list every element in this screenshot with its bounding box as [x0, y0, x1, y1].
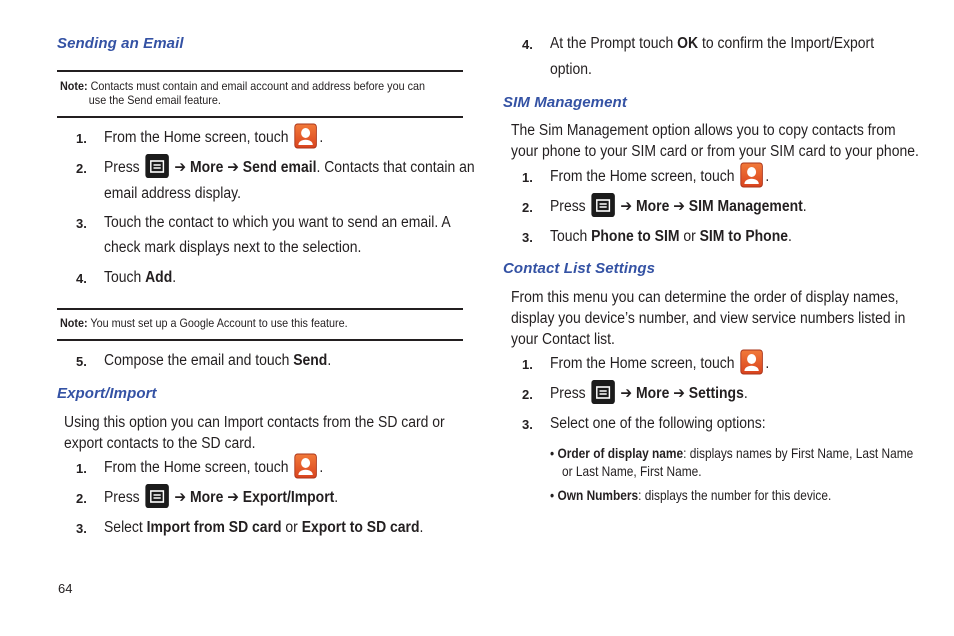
arrow-icon: ➔ — [227, 159, 239, 176]
note-divider-top — [57, 70, 463, 72]
note-google-account — [60, 316, 348, 330]
step-label: or — [679, 228, 700, 245]
step-number: 3. — [76, 521, 87, 536]
step-label: Touch — [550, 228, 592, 245]
step-number: 3. — [76, 216, 87, 231]
step-text — [550, 351, 769, 377]
step-text — [104, 455, 323, 481]
step-number: 1. — [76, 461, 87, 476]
option-own-numbers: Own Numbers — [557, 487, 639, 503]
step-punct: . — [334, 489, 339, 506]
step-label: Touch — [104, 269, 146, 286]
step-punct: . — [765, 168, 770, 186]
step-number: 4. — [522, 37, 533, 52]
step-number: 4. — [76, 271, 87, 286]
step-text-line2: check mark displays next to the selection. — [104, 239, 362, 256]
contacts-app-icon[interactable] — [740, 349, 763, 375]
option-sim-to-phone: SIM to Phone — [699, 228, 788, 245]
note-divider-top — [57, 308, 463, 310]
bullet-item — [550, 444, 913, 462]
step-text — [104, 125, 323, 151]
step-number: 1. — [522, 170, 533, 185]
step-punct: . — [319, 459, 324, 477]
arrow-icon: ➔ — [673, 385, 685, 402]
step-punct: . — [765, 355, 770, 373]
step-punct: . — [802, 198, 807, 215]
option-export-sd: Export to SD card — [301, 519, 420, 536]
step-label: From the Home screen, touch — [550, 355, 735, 373]
menu-key-icon[interactable] — [145, 154, 168, 178]
step-label: to confirm the Import/Export — [698, 35, 875, 52]
step-text-line2: email address display. — [104, 185, 241, 202]
step-text — [104, 485, 338, 510]
step-punct: . — [419, 519, 424, 536]
bullet-text: : displays names by First Name, Last Name — [683, 445, 914, 461]
step-text — [550, 31, 874, 56]
paragraph-line: display you device’s number, and view service numbers listed in — [511, 310, 906, 327]
step-text — [104, 515, 423, 540]
button-name-send: Send — [293, 352, 328, 369]
contacts-app-icon[interactable] — [740, 162, 763, 188]
paragraph-line: Using this option you can Import contacts from the SD card or — [64, 414, 445, 431]
step-label: From the Home screen, touch — [104, 459, 289, 477]
step-text: Select one of the following options: — [550, 415, 766, 432]
step-text — [550, 164, 769, 190]
step-text — [104, 155, 475, 180]
step-text: Touch the contact to which you want to send an email. A — [104, 214, 451, 231]
step-punct: . — [787, 228, 792, 245]
arrow-icon: ➔ — [620, 385, 633, 402]
step-punct: . — [172, 269, 177, 286]
bullet-text: : displays the number for this device. — [638, 487, 832, 503]
paragraph-line: export contacts to the SD card. — [64, 435, 256, 452]
option-order-display-name: Order of display name — [557, 445, 684, 461]
arrow-icon: ➔ — [174, 159, 187, 176]
step-number: 3. — [522, 417, 533, 432]
arrow-icon: ➔ — [174, 489, 187, 506]
step-number: 2. — [522, 387, 533, 402]
page-number: 64 — [58, 581, 73, 596]
option-phone-to-sim: Phone to SIM — [591, 228, 680, 245]
bullet-dot: • — [550, 487, 558, 503]
bullet-item — [550, 486, 831, 504]
section-heading-sending-email: Sending an Email — [57, 35, 184, 52]
contacts-app-icon[interactable] — [294, 123, 317, 149]
paragraph-line: your Contact list. — [511, 331, 615, 348]
button-name-add: Add — [145, 269, 173, 286]
step-punct: . — [743, 385, 748, 402]
step-label: From the Home screen, touch — [550, 168, 735, 186]
option-import-sd: Import from SD card — [146, 519, 282, 536]
step-punct: . — [327, 352, 332, 369]
note-divider-bottom — [57, 339, 463, 341]
bullet-text-line2: or Last Name, First Name. — [562, 463, 702, 479]
step-label: Select — [104, 519, 147, 536]
menu-option-more: More — [636, 198, 670, 215]
step-label: From the Home screen, touch — [104, 129, 289, 147]
note-send-email — [60, 79, 425, 107]
contacts-app-icon[interactable] — [294, 453, 317, 479]
menu-option-more: More — [636, 385, 670, 402]
note-text-line1: Contacts must contain and email account and address before you can — [90, 79, 426, 93]
paragraph-line: From this menu you can determine the order of display names, — [511, 289, 899, 306]
paragraph-line: your phone to your SIM card or from your SIM card to your phone. — [511, 143, 919, 160]
step-text — [104, 265, 176, 290]
step-label: Press — [104, 489, 140, 506]
section-heading-export-import: Export/Import — [57, 385, 157, 402]
step-label: Compose the email and touch — [104, 352, 294, 369]
step-text — [104, 348, 331, 373]
step-label: Press — [104, 159, 140, 176]
menu-option-send-email: Send email — [242, 159, 317, 176]
note-label: Note: — [60, 79, 88, 93]
step-number: 2. — [522, 200, 533, 215]
note-label: Note: — [60, 316, 88, 330]
menu-option-sim-management: SIM Management — [688, 198, 803, 215]
menu-option-export-import: Export/Import — [242, 489, 335, 506]
arrow-icon: ➔ — [620, 198, 633, 215]
arrow-icon: ➔ — [673, 198, 685, 215]
menu-option-more: More — [190, 159, 224, 176]
bullet-dot: • — [550, 445, 558, 461]
arrow-icon: ➔ — [227, 489, 239, 506]
button-name-ok: OK — [677, 35, 699, 52]
section-heading-contact-list-settings: Contact List Settings — [503, 260, 656, 277]
step-label: . Contacts that contain an — [316, 159, 475, 176]
section-heading-sim-management: SIM Management — [503, 94, 627, 111]
step-label: Press — [550, 198, 586, 215]
step-number: 3. — [522, 230, 533, 245]
step-punct: . — [319, 129, 324, 147]
step-number: 2. — [76, 491, 87, 506]
step-number: 1. — [522, 357, 533, 372]
step-label: or — [281, 519, 302, 536]
menu-option-more: More — [190, 489, 224, 506]
step-text — [550, 224, 792, 249]
menu-key-icon[interactable] — [145, 484, 168, 508]
step-label: Press — [550, 385, 586, 402]
note-text-line2: use the Send email feature. — [88, 93, 221, 107]
step-number: 1. — [76, 131, 87, 146]
step-text-line2: option. — [550, 61, 592, 78]
step-text — [550, 381, 748, 406]
paragraph-line: The Sim Management option allows you to copy contacts from — [511, 122, 896, 139]
menu-key-icon[interactable] — [591, 193, 614, 217]
note-divider-bottom — [57, 116, 463, 118]
step-label: At the Prompt touch — [550, 35, 678, 52]
menu-option-settings: Settings — [688, 385, 744, 402]
step-number: 5. — [76, 354, 87, 369]
step-number: 2. — [76, 161, 87, 176]
menu-key-icon[interactable] — [591, 380, 614, 404]
note-text: You must set up a Google Account to use this feature. — [90, 316, 348, 330]
step-text — [550, 194, 807, 219]
